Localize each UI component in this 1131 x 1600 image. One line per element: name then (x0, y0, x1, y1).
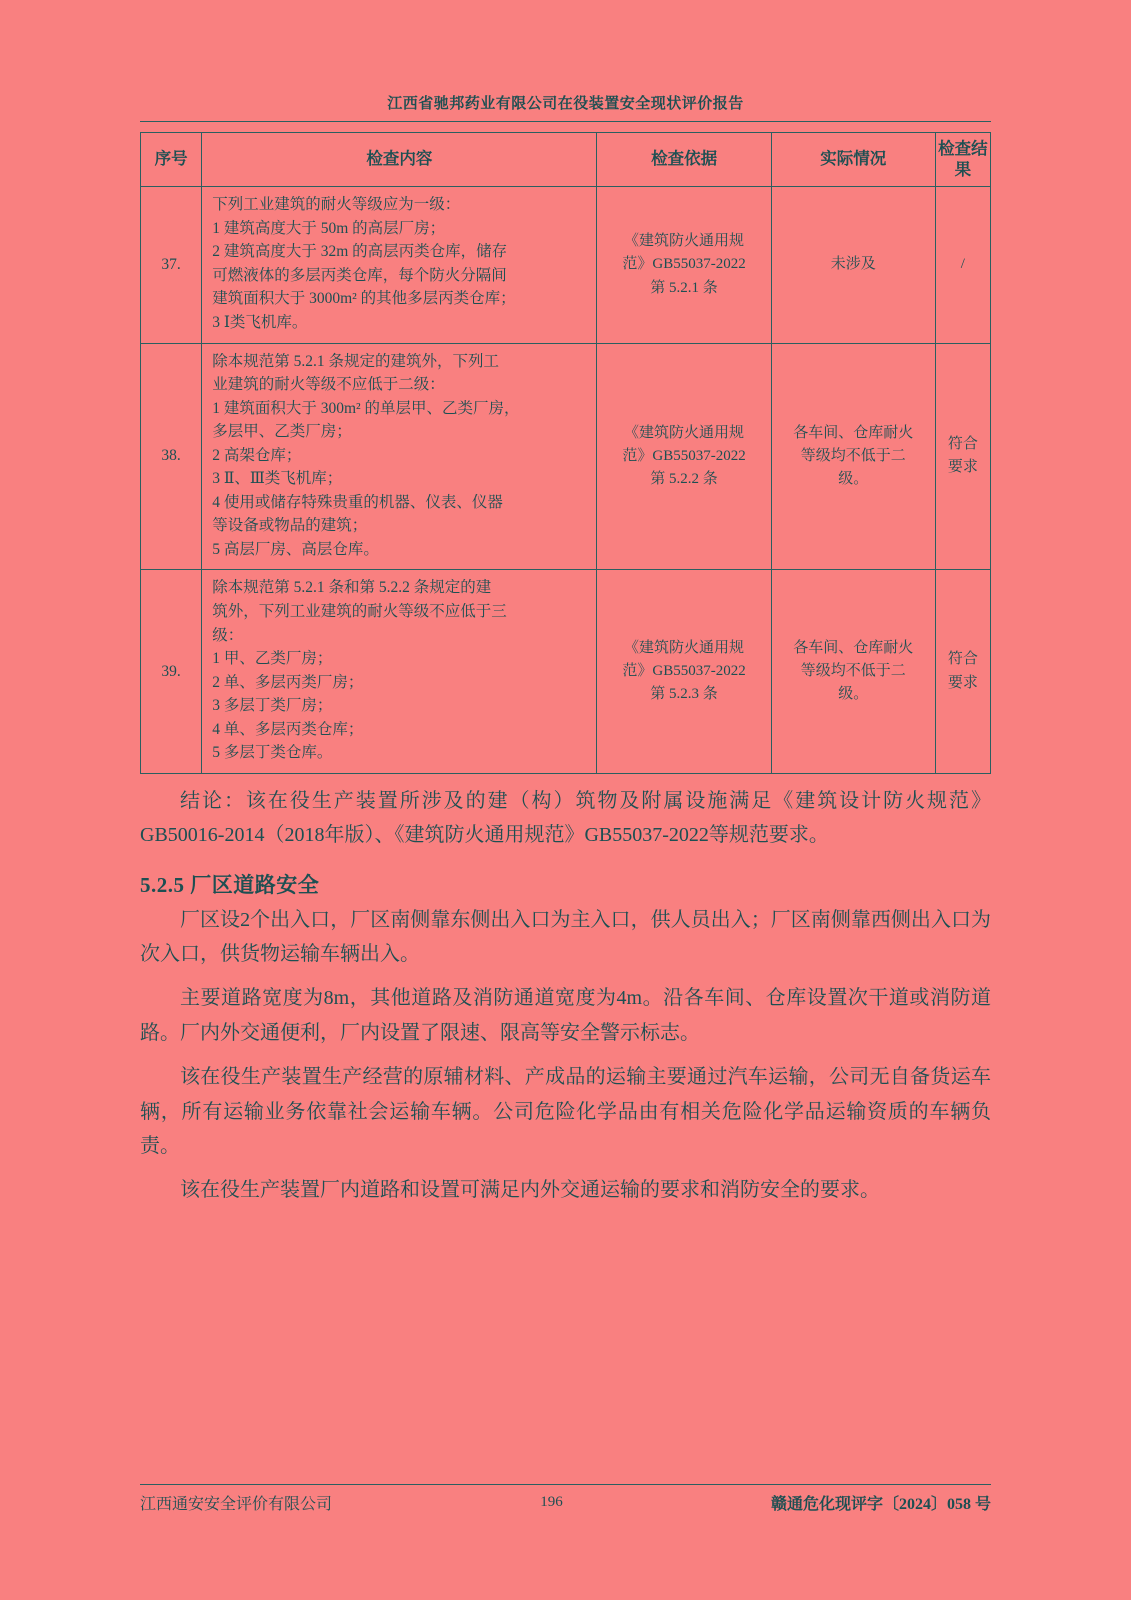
content-line: 1 建筑高度大于 50m 的高层厂房； (212, 219, 446, 237)
inspection-table (140, 132, 991, 774)
section-title: 5.2.5 厂区道路安全 (140, 872, 320, 897)
row-number: 39. (141, 570, 202, 773)
conclusion-paragraph: 结论：该在役生产装置所涉及的建（构）筑物及附属设施满足《建筑设计防火规范》GB50016-2014（2018年版）、《建筑防火通用规范》GB55037-2022等规范要求。 (140, 789, 991, 847)
row-basis (597, 343, 771, 570)
content-line: 可燃液体的多层丙类仓库，每个防火分隔间 (212, 266, 507, 284)
body-paragraph: 主要道路宽度为8m，其他道路及消防通道宽度为4m。沿各车间、仓库设置次干道或消防道路。厂内外交通便利，厂内设置了限速、限高等安全警示标志。 (140, 987, 991, 1044)
actual-line: 等级均不低于二 (800, 663, 906, 680)
footer-document-number: 赣通危化现评字〔2024〕058 号 (770, 1496, 991, 1513)
row-number: 37. (141, 187, 202, 343)
content-line: 4 使用或储存特殊贵重的机器、仪表、仪器 (212, 493, 503, 511)
row-actual (771, 187, 935, 343)
page-number: 196 (540, 1494, 563, 1510)
basis-line: 第 5.2.2 条 (650, 471, 718, 488)
row-actual (771, 570, 935, 773)
header-title: 江西省驰邦药业有限公司在役装置安全现状评价报告 (387, 96, 744, 112)
table-header-row (141, 133, 991, 187)
actual-line: 级。 (838, 686, 869, 703)
content-line: 建筑面积大于 3000m² 的其他多层丙类仓库； (212, 290, 516, 308)
content-line: 除本规范第 5.2.1 条和第 5.2.2 条规定的建 (212, 579, 492, 597)
body-paragraph: 该在役生产装置厂内道路和设置可满足内外交通运输的要求和消防安全的要求。 (180, 1179, 880, 1202)
row-basis (597, 570, 771, 773)
content-line: 下列工业建筑的耐火等级应为一级： (212, 196, 461, 214)
row-content (202, 187, 597, 343)
footer-divider (140, 1484, 991, 1485)
content-line: 等设备或物品的建筑； (212, 517, 368, 535)
footer-company: 江西通安安全评价有限公司 (140, 1496, 333, 1513)
basis-line: 第 5.2.1 条 (650, 279, 718, 296)
column-header-result: 检查结果 (935, 133, 990, 187)
table-row (141, 343, 991, 570)
row-number: 38. (141, 343, 202, 570)
basis-line: 《建筑防火通用规 (624, 639, 745, 656)
column-header-actual: 实际情况 (771, 133, 935, 187)
body-paragraph: 厂区设2个出入口，厂区南侧靠东侧出入口为主入口，供人员出入；厂区南侧靠西侧出入口为次入口，供货物运输车辆出入。 (140, 908, 991, 965)
page-header (140, 0, 991, 122)
content-line: 2 高架仓库； (212, 446, 302, 464)
column-header-no: 序号 (141, 133, 202, 187)
row-content (202, 343, 597, 570)
column-header-content: 检查内容 (202, 133, 597, 187)
table-row (141, 570, 991, 773)
content-line: 筑外，下列工业建筑的耐火等级不应低于三 (212, 603, 507, 620)
content-line: 级： (212, 626, 244, 644)
result-line: 要求 (947, 674, 978, 691)
content-line: 3 Ⅱ、Ⅲ类飞机库； (212, 470, 343, 488)
table-row (141, 187, 991, 343)
basis-line: 《建筑防火通用规 (624, 424, 745, 441)
row-result (935, 187, 990, 343)
actual-line: 等级均不低于二 (800, 447, 906, 464)
actual-line: 级。 (838, 471, 869, 488)
body-paragraph: 该在役生产装置生产经营的原辅材料、产成品的运输主要通过汽车运输，公司无自备货运车辆，所有运输业务依靠社会运输车辆。公司危险化学品由有相关危险化学品运输资质的车辆负责。 (140, 1066, 991, 1157)
basis-line: 范》GB55037-2022 (622, 663, 746, 680)
content-line: 5 多层丁类仓库。 (212, 744, 333, 762)
actual-line: 各车间、仓库耐火 (793, 639, 914, 656)
content-line: 2 单、多层丙类厂房； (212, 673, 364, 691)
page-footer (140, 1484, 991, 1514)
row-actual (771, 343, 935, 570)
content-line: 3 Ⅰ类飞机库。 (212, 313, 308, 331)
content-line: 业建筑的耐火等级不应低于二级： (212, 376, 445, 394)
basis-line: 范》GB55037-2022 (622, 256, 746, 273)
basis-line: 第 5.2.3 条 (650, 686, 718, 703)
basis-line: 《建筑防火通用规 (624, 233, 745, 250)
row-basis (597, 187, 771, 343)
result-line: 要求 (947, 459, 978, 476)
result-line: 符合 (947, 436, 978, 453)
row-result (935, 570, 990, 773)
column-header-basis: 检查依据 (597, 133, 771, 187)
basis-line: 范》GB55037-2022 (622, 447, 746, 464)
content-line: 1 建筑面积大于 300m² 的单层甲、乙类厂房， (212, 399, 520, 417)
content-line: 除本规范第 5.2.1 条规定的建筑外，下列工 (212, 352, 499, 370)
actual-line: 未涉及 (830, 256, 876, 273)
row-result (935, 343, 990, 570)
content-line: 多层甲、乙类厂房； (212, 423, 352, 441)
actual-line: 各车间、仓库耐火 (793, 424, 914, 441)
content-line: 3 多层丁类厂房； (212, 697, 333, 715)
content-line: 5 高层厂房、高层仓库。 (212, 540, 379, 558)
content-line: 1 甲、乙类厂房； (212, 650, 333, 668)
content-line: 4 单、多层丙类仓库； (212, 720, 364, 738)
row-content (202, 570, 597, 773)
result-line: / (960, 256, 965, 273)
header-divider (140, 121, 991, 122)
content-line: 2 建筑高度大于 32m 的高层丙类仓库，储存 (212, 243, 508, 261)
result-line: 符合 (947, 651, 978, 668)
